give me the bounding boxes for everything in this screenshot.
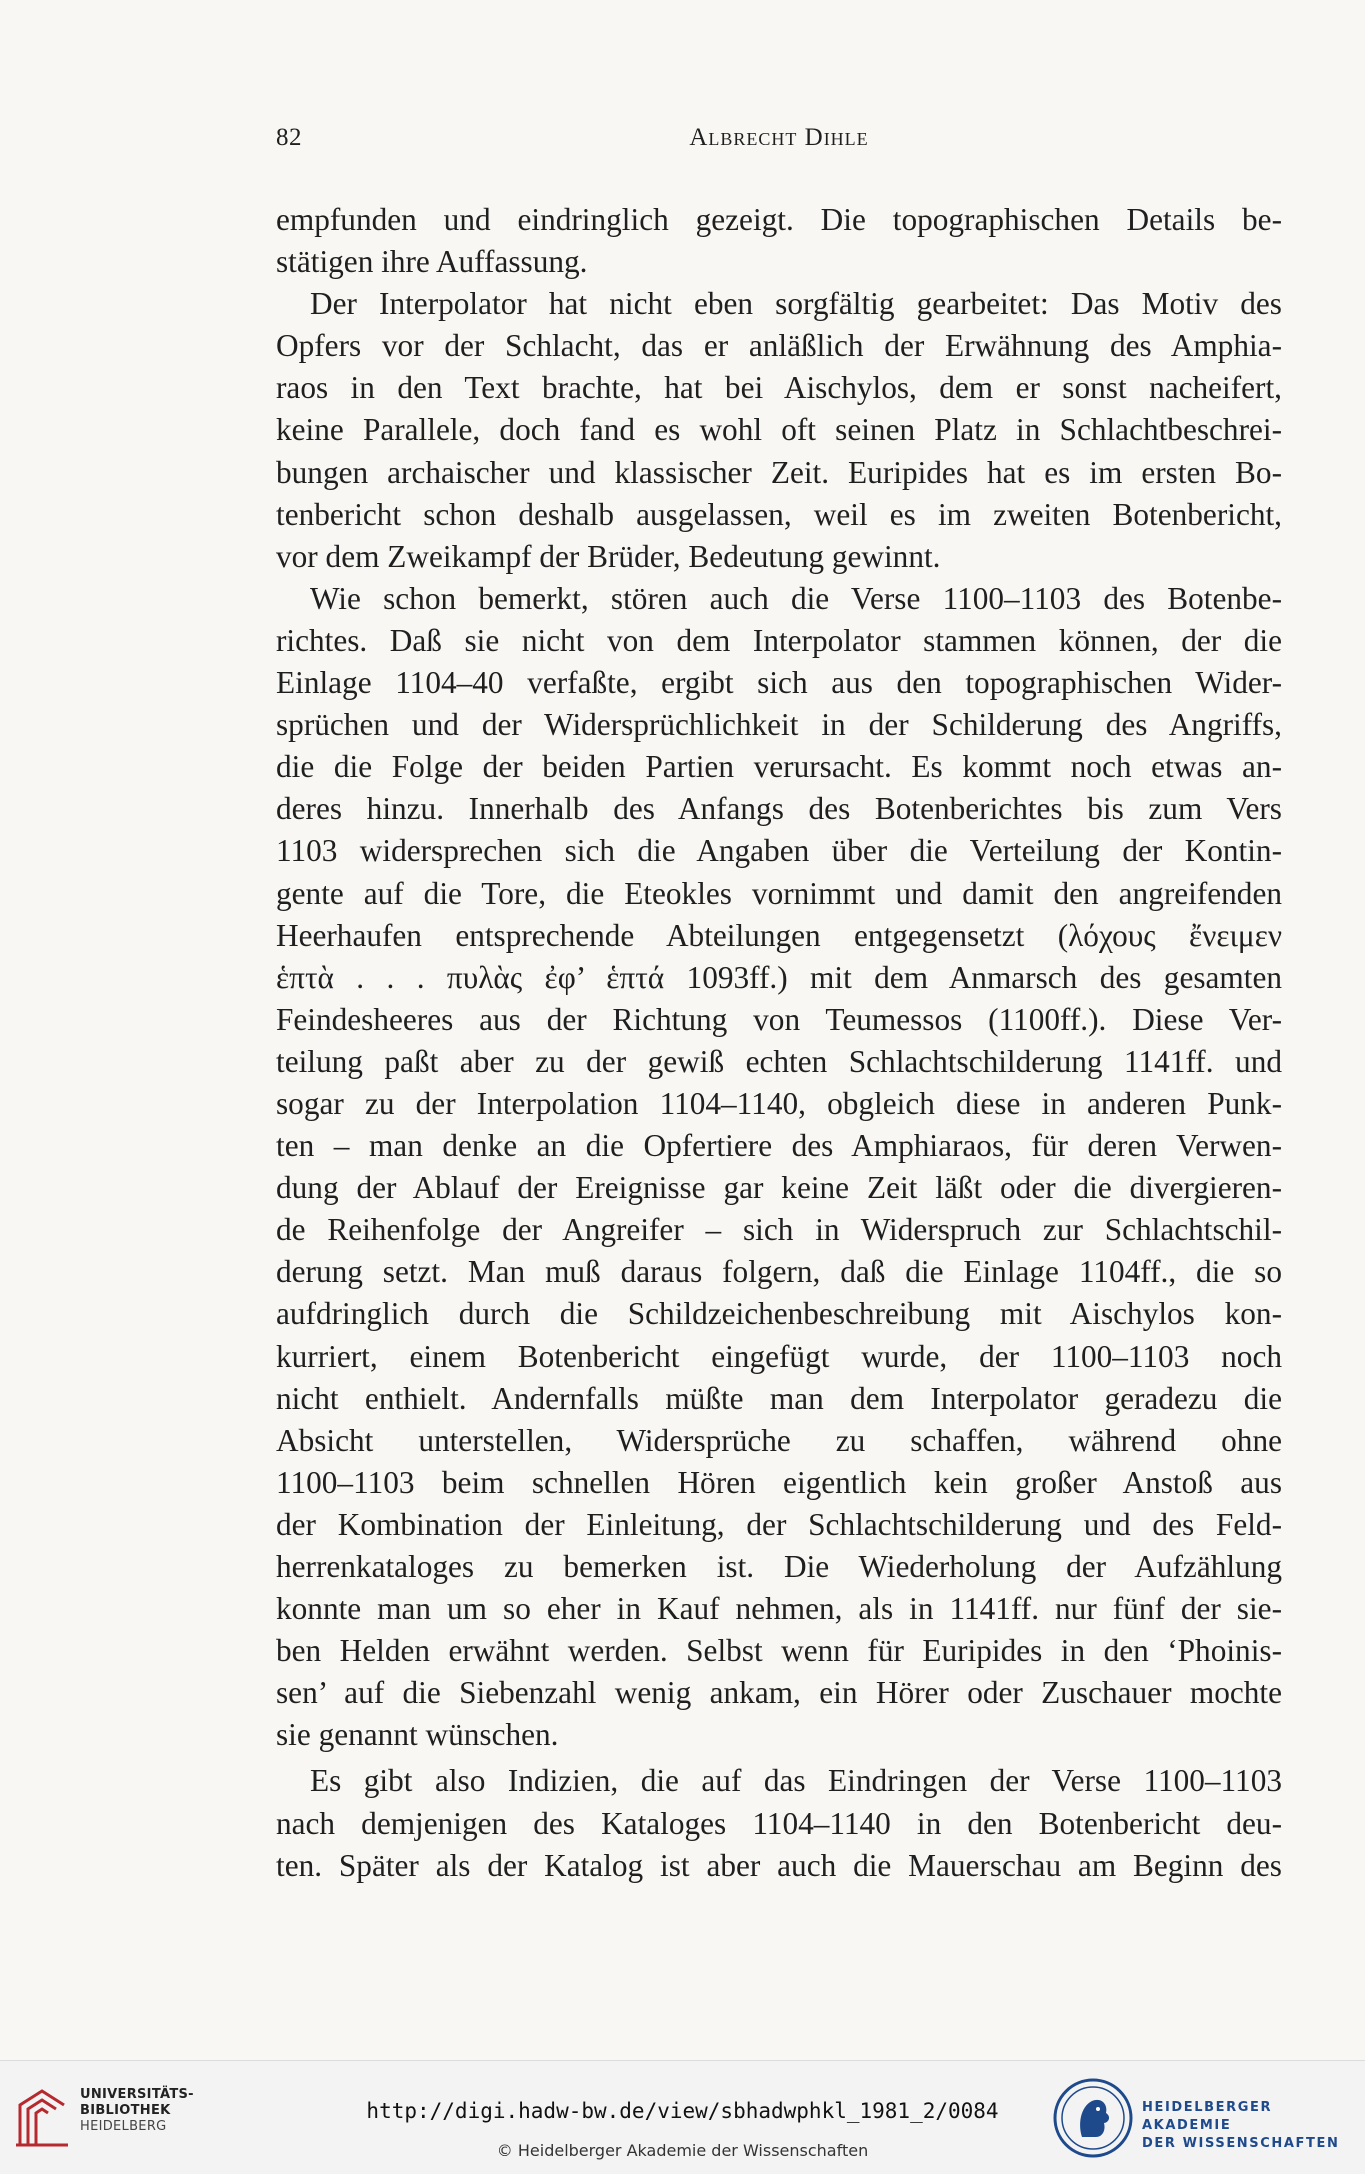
- text-line: empfunden und eindringlich gezeigt. Die topographischen Details be-: [276, 202, 1282, 237]
- text-line: sprüchen und der Widersprüchlichkeit in der Schilderung des Angriffs,: [276, 707, 1282, 743]
- text-line: Heerhaufen entsprechende Abteilungen entgegensetzt (λόχους ἔνειμεν: [276, 917, 1282, 953]
- text-line: ben Helden erwähnt werden. Selbst wenn für Euripides in den ‘Phoinis-: [276, 1633, 1282, 1669]
- text-line: stätigen ihre Auffassung.: [276, 244, 588, 280]
- text-line: teilung paßt aber zu der gewiß echten Schlachtschilderung 1141ff. und: [276, 1043, 1282, 1079]
- academy-name: HEIDELBERGER AKADEMIE DER WISSENSCHAFTEN: [1142, 2100, 1340, 2151]
- text-line: Einlage 1104–40 verfaßte, ergibt sich aus den topographischen Wider-: [276, 665, 1282, 701]
- running-head-author: Albrecht Dihle: [689, 124, 869, 151]
- text-line: ten. Später als der Katalog ist aber auch die Mauerschau am Beginn des: [276, 1847, 1282, 1883]
- text-line: richtes. Daß sie nicht von dem Interpolator stammen können, der die: [276, 622, 1282, 658]
- text-line: Es gibt also Indizien, die auf das Eindringen der Verse 1100–1103: [310, 1763, 1282, 1799]
- text-line: konnte man um so eher in Kauf nehmen, als in 1141ff. nur fünf der sie-: [276, 1591, 1282, 1627]
- text-line: nicht enthielt. Andernfalls müßte man dem Interpolator geradezu die: [276, 1380, 1282, 1416]
- permalink-url[interactable]: http://digi.hadw-bw.de/view/sbhadwphkl_1981_2/0084: [366, 2099, 999, 2123]
- text-line: deres hinzu. Innerhalb des Anfangs des Botenberichtes bis zum Vers: [276, 791, 1282, 827]
- text-line: dung der Ablauf der Ereignisse gar keine Zeit läßt oder die divergieren-: [276, 1170, 1282, 1206]
- text-line: ten – man denke an die Opfertiere des Amphiaraos, für deren Verwen-: [276, 1128, 1282, 1164]
- text-line: 1100–1103 beim schnellen Hören eigentlich kein großer Anstoß aus: [276, 1464, 1282, 1500]
- body-text: [276, 199, 1282, 1887]
- text-line: sie genannt wünschen.: [276, 1717, 559, 1753]
- text-line: de Reihenfolge der Angreifer – sich in Widerspruch zur Schlachtschil-: [276, 1212, 1282, 1248]
- text-line: aufdringlich durch die Schildzeichenbeschreibung mit Aischylos kon-: [276, 1296, 1282, 1332]
- page-number: 82: [276, 124, 302, 151]
- text-line: nach demjenigen des Kataloges 1104–1140 in den Botenbericht deu-: [276, 1805, 1282, 1841]
- text-line: Opfers vor der Schlacht, das er anläßlich der Erwähnung des Amphia-: [276, 328, 1282, 364]
- text-line: tenbericht schon deshalb ausgelassen, weil es im zweiten Botenbericht,: [276, 496, 1282, 532]
- text-line: der Kombination der Einleitung, der Schlachtschilderung und des Feld-: [276, 1506, 1282, 1542]
- running-head: [276, 124, 1282, 156]
- text-line: 1103 widersprechen sich die Angaben über die Verteilung der Kontin-: [276, 833, 1282, 869]
- text-line: ἑπτὰ . . . πυλὰς ἐφ’ ἑπτά 1093ff.) mit dem Anmarsch des gesamten: [276, 959, 1282, 995]
- academy-seal-icon: [1052, 2077, 1134, 2159]
- text-line: die die Folge der beiden Partien verursacht. Es kommt noch etwas an-: [276, 749, 1282, 785]
- footer-bar: [0, 2060, 1365, 2174]
- text-line: vor dem Zweikampf der Brüder, Bedeutung gewinnt.: [276, 538, 941, 574]
- text-line: sogar zu der Interpolation 1104–1140, obgleich diese in anderen Punk-: [276, 1085, 1282, 1121]
- text-line: Wie schon bemerkt, stören auch die Verse 1100–1103 des Botenbe-: [310, 580, 1282, 616]
- text-line: derung setzt. Man muß daraus folgern, daß die Einlage 1104ff., die so: [276, 1254, 1282, 1290]
- text-line: gente auf die Tore, die Eteokles vornimmt und damit den angreifenden: [276, 875, 1282, 911]
- text-line: Absicht unterstellen, Widersprüche zu schaffen, während ohne: [276, 1422, 1282, 1458]
- university-library-name: UNIVERSITÄTS- BIBLIOTHEK HEIDELBERG: [80, 2087, 194, 2134]
- text-line: kurriert, einem Botenbericht eingefügt wurde, der 1100–1103 noch: [276, 1338, 1282, 1374]
- text-line: keine Parallele, doch fand es wohl oft seinen Platz in Schlachtbeschrei-: [276, 412, 1282, 448]
- copyright-notice: © Heidelberger Akademie der Wissenschaften: [496, 2141, 869, 2160]
- text-line: raos in den Text brachte, hat bei Aischylos, dem er sonst nacheifert,: [276, 370, 1282, 406]
- text-line: Der Interpolator hat nicht eben sorgfältig gearbeitet: Das Motiv des: [310, 286, 1282, 322]
- text-line: herrenkataloges zu bemerken ist. Die Wiederholung der Aufzählung: [276, 1549, 1282, 1584]
- text-line: sen’ auf die Siebenzahl wenig ankam, ein Hörer oder Zuschauer mochte: [276, 1675, 1282, 1711]
- text-line: bungen archaischer und klassischer Zeit. Euripides hat es im ersten Bo-: [276, 454, 1282, 490]
- text-line: Feindesheeres aus der Richtung von Teumessos (1100ff.). Diese Ver-: [276, 1001, 1282, 1037]
